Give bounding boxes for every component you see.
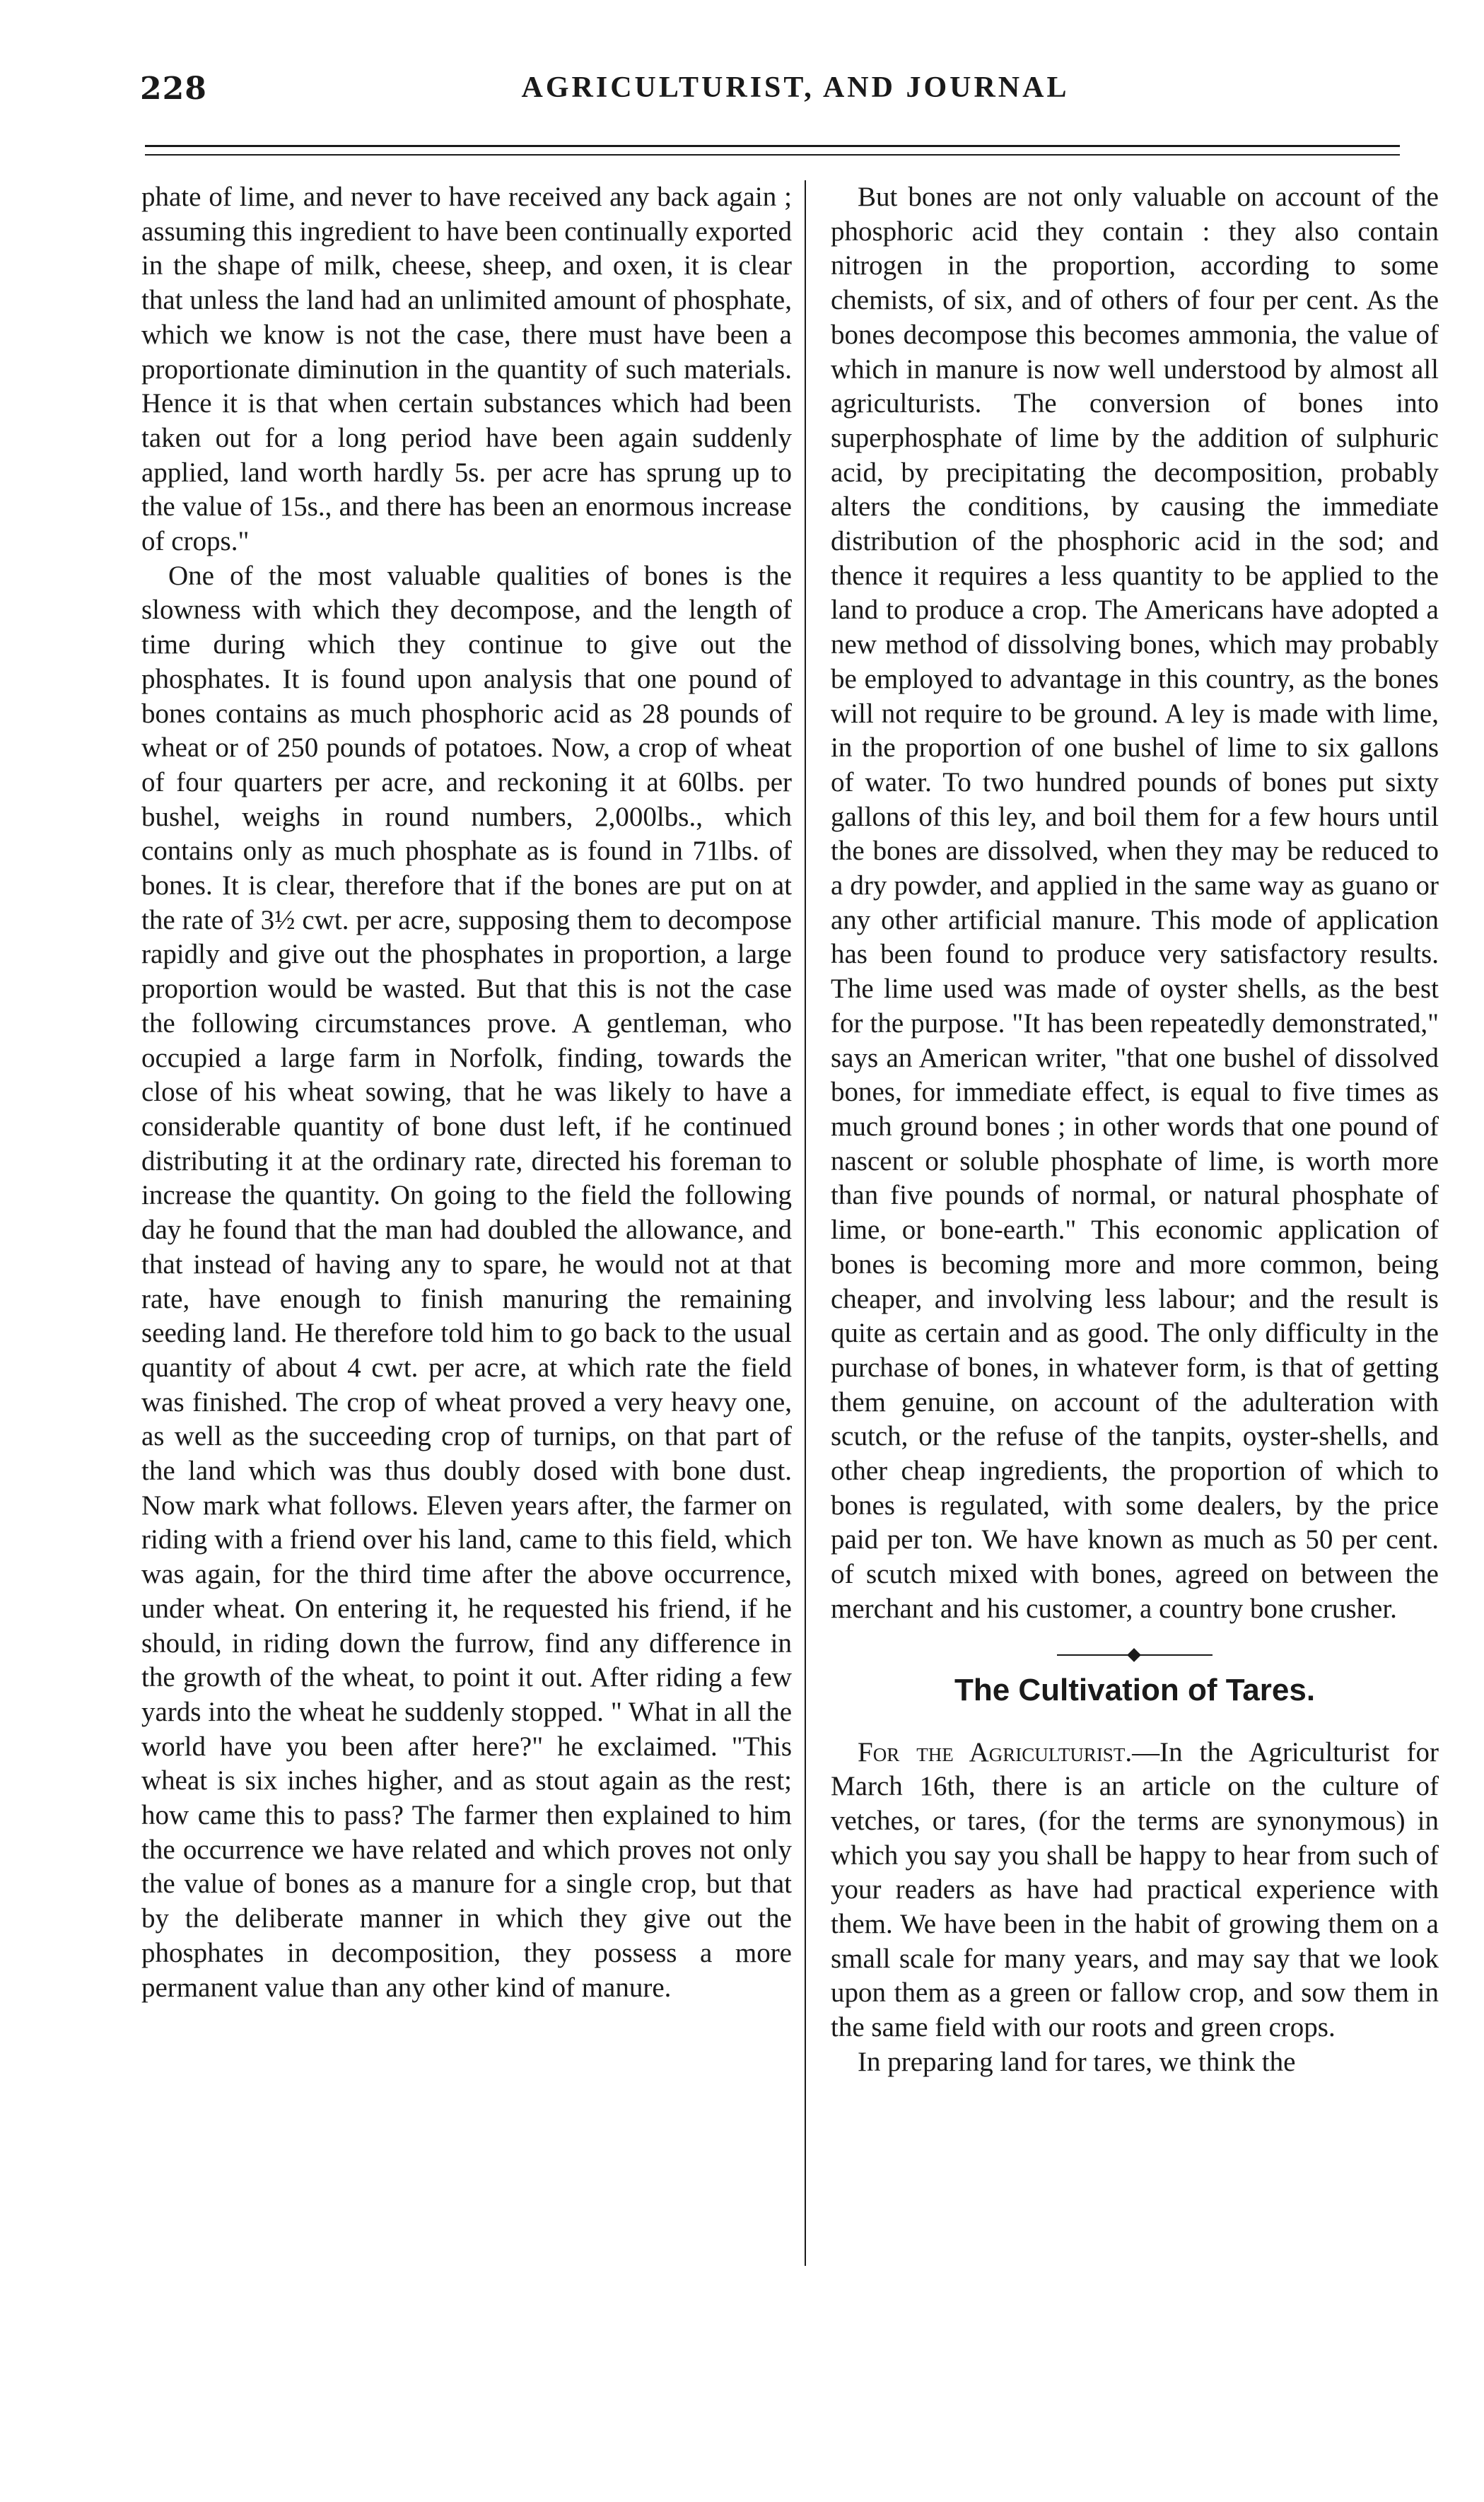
section-ornament: [1057, 1648, 1213, 1662]
section-paragraph-1: [831, 1736, 1439, 2045]
header-rule-thick: [145, 145, 1400, 147]
header-rule-thin: [145, 154, 1400, 156]
left-paragraph-2: One of the most valuable qualities of bones is the slowness with which they decompose, and the length of time during which they continue to give out the phosphates. It is found upon analysis that one pound of bones contains as much phosphoric acid as 28 pounds of wheat or of 250 pounds of potatoes. Now, a crop of wheat of four quarters per acre, and reckoning it at 60lbs. per bushel, weighs in round numbers, 2,000lbs., which contains only as much phosphate as is found in 71lbs. of bones. It is clear, therefore that if the bones are put on at the rate of 3½ cwt. per acre, supposing them to decompose rapidly and give out the phosphates in proportion, a large proportion would be wasted. But that this is not the case the following circumstances prove. A gentleman, who occupied a large farm in Norfolk, finding, towards the close of his wheat sowing, that he was likely to have a considerable quantity of bone dust left, if he continued distributing it at the ordinary rate, directed his foreman to increase the quantity. On going to the field the following day he found that the man had doubled the allowance, and that instead of having any to spare, he would not at that rate, have enough to finish manuring the remaining seeding land. He therefore told him to go back to the usual quantity of about 4 cwt. per acre, at which rate the field was finished. The crop of wheat proved a very heavy one, as well as the succeeding crop of turnips, on that part of the land which was thus doubly dosed with bone dust. Now mark what follows. Eleven years after, the farmer on riding with a friend over his land, came to this field, which was again, for the third time after the above occurrence, under wheat. On entering it, he requested his friend, if he should, in riding down the furrow, find any difference in the growth of the wheat, to point it out. After riding a few yards into the wheat he suddenly stopped. " What in all the world have you been after here?" he exclaimed. "This wheat is six inches higher, and as stout again as the rest; how came this to pass? The farmer then explained to him the occurrence we have related and which proves not only the value of bones as a manure for a single crop, but that by the deliberate manner in which they give out the phosphates in decomposition, they possess a more permanent value than any other kind of manure.: [141, 560, 792, 2003]
section-lead: For the Agriculturist.: [858, 1736, 1133, 1767]
section-title: The Cultivation of Tares.: [954, 1672, 1316, 1707]
left-paragraph-1: phate of lime, and never to have received any back again ; assuming this ingredient to have been continually exported in the shape of milk, cheese, sheep, and oxen, it is clear that unless the land had an unlimited amount of phosphate, which we know is not the case, there must have been a proportionate diminution in the quantity of such materials. Hence it is that when certain substances which had been taken out for a long period have been again suddenly applied, land worth hardly 5s. per acre has sprung up to the value of 15s., and there has been an enormous increase of crops.": [141, 182, 792, 557]
page-number: 228: [140, 71, 207, 107]
section-paragraph-1-text: —In the Agriculturist for March 16th, there is an article on the culture of vetches, or tares, (for the terms are synonymous) in which you say you shall be happy to hear from such of your readers as have had practical experience with them. We have been in the habit of growing them on a small scale for many years, and may say that we look upon them as a green or fallow crop, and sow them in the same field with our roots and green crops.: [831, 1736, 1439, 2043]
left-column: [141, 180, 792, 2005]
running-title: AGRICULTURIST, AND JOURNAL: [521, 71, 1070, 104]
right-column: [831, 180, 1439, 2080]
column-divider: [805, 180, 806, 2266]
section-paragraph-2: In preparing land for tares, we think the: [858, 2046, 1296, 2077]
right-paragraph-1: But bones are not only valuable on account of the phosphoric acid they contain : they also contain nitrogen in the proportion, according to some chemists, of six, and of others of four per cent. As the bones decompose this becomes ammonia, the value of which in manure is now well understood by almost all agriculturists. The conversion of bones into superphosphate of lime by the addition of sulphuric acid, by precipitating the decomposition, probably alters the conditions, by causing the immediate distribution of the phosphoric acid in the sod; and thence it requires a less quantity to be applied to the land to produce a crop. The Americans have adopted a new method of dissolving bones, which may probably be employed to advantage in this country, as the bones will not require to be ground. A ley is made with lime, in the proportion of one bushel of lime to six gallons of water. To two hundred pounds of bones put sixty gallons of this ley, and boil them for a few hours until the bones are dissolved, when they may be reduced to a dry powder, and applied in the same way as guano or any other artificial manure. This mode of application has been found to produce very satisfactory results. The lime used was made of oyster shells, as the best for the purpose. "It has been repeatedly demonstrated," says an American writer, "that one bushel of dissolved bones, for immediate effect, is equal to five times as much ground bones ; in other words that one pound of nascent or soluble phosphate of lime, is worth more than five pounds of normal, or natural phosphate of lime, or bone-earth." This economic application of bones is becoming more and more common, being cheaper, and involving less labour; and the result is quite as certain and as good. The only difficulty in the purchase of bones, in whatever form, is that of getting them genuine, on account of the adulteration with scutch, or the refuse of the tanpits, oyster-shells, and other cheap ingredients, the proportion of which to bones is regulated, with some dealers, by the price paid per ton. We have known as much as 50 per cent. of scutch mixed with bones, agreed on between the merchant and his customer, a country bone crusher.: [831, 182, 1439, 1624]
